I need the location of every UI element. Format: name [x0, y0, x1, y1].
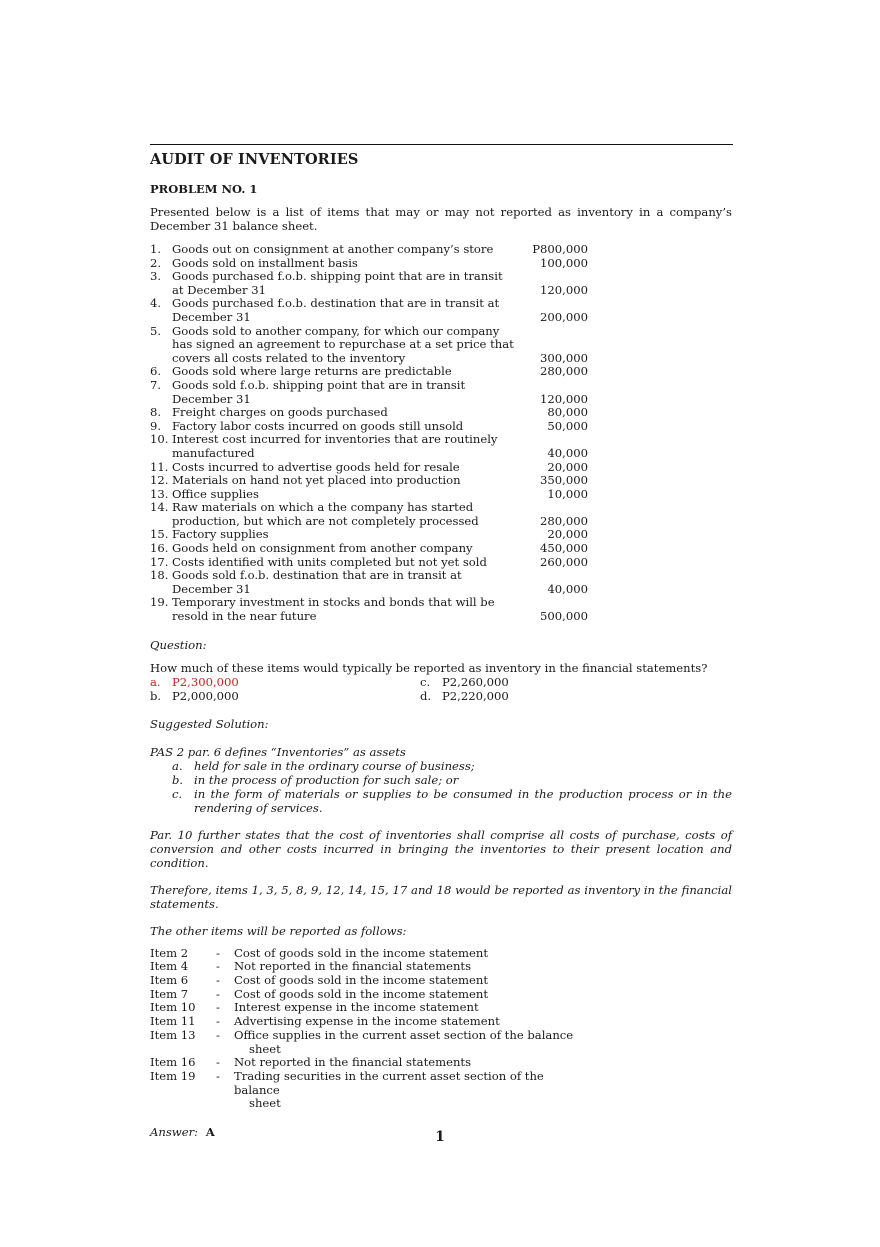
- item-description: [172, 379, 516, 406]
- other-item-line2: sheet: [249, 1041, 281, 1056]
- intro-paragraph: Presented below is a list of items that may or may not reported as inventory in a company’s December 31 balance sheet.: [150, 205, 732, 233]
- item-description: [172, 243, 516, 257]
- item-description-line: Goods sold on installment basis: [172, 255, 358, 270]
- item-amount: 120,000: [540, 391, 588, 406]
- item-description-line: Factory labor costs incurred on goods still unsold: [172, 418, 464, 433]
- item-number: 5.: [150, 323, 162, 338]
- answer-value: A: [205, 1125, 215, 1140]
- other-item-dash: -: [216, 986, 220, 1001]
- definition-text: in the process of production for such sale; or: [194, 772, 459, 787]
- item-description-line: Goods sold to another company, for which our company: [172, 323, 500, 338]
- other-item-text: [234, 988, 589, 1002]
- item-description: [172, 556, 516, 570]
- item-description-line: at December 31: [172, 282, 267, 297]
- item-amount: 40,000: [547, 445, 588, 460]
- definition-letter: a.: [172, 758, 183, 773]
- choice-text: P2,260,000: [442, 674, 509, 689]
- other-item-line1: Not reported in the financial statements: [234, 1055, 472, 1070]
- other-item-dash: -: [216, 959, 220, 974]
- other-item-label: Item 6: [150, 973, 189, 988]
- item-description-line: Goods sold f.o.b. shipping point that are in transit: [172, 377, 466, 392]
- choice-text: P2,000,000: [172, 688, 239, 703]
- other-item-row: [150, 988, 732, 1002]
- other-item-line1: Cost of goods sold in the income statement: [234, 973, 489, 988]
- item-description: [172, 474, 516, 488]
- item-number: 19.: [150, 595, 169, 610]
- item-description: [172, 542, 516, 556]
- item-description-line: manufactured: [172, 445, 255, 460]
- list-item: [150, 243, 732, 257]
- item-number: 3.: [150, 269, 162, 284]
- other-item-label: Item 16: [150, 1055, 196, 1070]
- list-item: [150, 325, 732, 366]
- other-item-line1: Interest expense in the income statement: [234, 1000, 479, 1015]
- definition-list: [172, 759, 732, 815]
- item-number: 7.: [150, 377, 162, 392]
- definition-item: [172, 787, 732, 815]
- list-item: [150, 379, 732, 406]
- item-amount: 100,000: [540, 255, 588, 270]
- item-description: [172, 297, 516, 324]
- item-amount: 280,000: [540, 364, 588, 379]
- item-list: [150, 243, 732, 624]
- other-item-text: [234, 947, 589, 961]
- item-amount: 280,000: [540, 513, 588, 528]
- choice-letter: b.: [150, 688, 162, 703]
- other-item-dash: -: [216, 1027, 220, 1042]
- item-description-line: Costs identified with units completed but not yet sold: [172, 554, 487, 569]
- item-amount: 300,000: [540, 350, 588, 365]
- document-page: [150, 144, 732, 1139]
- item-description-line: Interest cost incurred for inventories that are routinely: [172, 432, 498, 447]
- other-item-line1: Office supplies in the current asset section of the balance: [234, 1027, 574, 1042]
- item-description-line: December 31: [172, 309, 251, 324]
- other-item-row: [150, 1029, 732, 1056]
- other-item-row: [150, 947, 732, 961]
- choice-d: [420, 689, 620, 703]
- item-description: [172, 325, 516, 366]
- other-item-row: [150, 1015, 732, 1029]
- item-description-line: Temporary investment in stocks and bonds that will be: [172, 595, 495, 610]
- other-item-dash: -: [216, 1068, 220, 1083]
- item-number: 18.: [150, 568, 169, 583]
- other-item-label: Item 2: [150, 945, 189, 960]
- item-number: 1.: [150, 242, 162, 256]
- item-description: [172, 257, 516, 271]
- other-item-line1: Cost of goods sold in the income statement: [234, 986, 489, 1001]
- item-description-line: Goods out on consignment at another company’s store: [172, 242, 494, 256]
- other-item-text: [234, 1015, 589, 1029]
- definition-item: [172, 759, 732, 773]
- other-item-text: [234, 960, 589, 974]
- item-description-line: Materials on hand not yet placed into production: [172, 473, 461, 488]
- item-description: [172, 406, 516, 420]
- other-item-text: [234, 1070, 589, 1111]
- other-item-dash: -: [216, 973, 220, 988]
- item-number: 4.: [150, 296, 162, 311]
- item-amount: 120,000: [540, 282, 588, 297]
- other-item-dash: -: [216, 1055, 220, 1070]
- other-item-text: [234, 1001, 589, 1015]
- other-items-list: [150, 947, 732, 1111]
- item-number: 14.: [150, 500, 169, 515]
- pas-intro: PAS 2 par. 6 defines “Inventories” as assets: [150, 744, 406, 759]
- par10-paragraph: Par. 10 further states that the cost of inventories shall comprise all costs of purchase, costs of conversion and other costs incurred in bringing the inventories to their present location and condition.: [150, 827, 732, 870]
- item-number: 2.: [150, 255, 162, 270]
- other-item-text: [234, 974, 589, 988]
- item-description: [172, 596, 516, 623]
- item-description-line: Goods purchased f.o.b. destination that are in transit at: [172, 296, 500, 311]
- item-description-line: covers all costs related to the inventory: [172, 350, 406, 365]
- top-rule: [150, 144, 733, 145]
- question-label: Question:: [150, 637, 207, 652]
- list-item: [150, 528, 732, 542]
- item-description: [172, 501, 516, 528]
- list-item: [150, 569, 732, 596]
- item-description-line: Goods sold where large returns are predictable: [172, 364, 452, 379]
- answer-label: Answer:: [150, 1125, 199, 1140]
- item-number: 11.: [150, 459, 169, 474]
- other-item-dash: -: [216, 1000, 220, 1015]
- choice-b: [150, 689, 420, 703]
- item-description: [172, 528, 516, 542]
- page-number: 1: [435, 1129, 445, 1145]
- item-amount: P800,000: [532, 242, 588, 256]
- item-description-line: December 31: [172, 581, 251, 596]
- item-description-line: Raw materials on which a the company has started: [172, 500, 474, 515]
- definition-text: in the form of materials or supplies to be consumed in the production process or in the rendering of services.: [194, 786, 732, 815]
- list-item: [150, 596, 732, 623]
- list-item: [150, 556, 732, 570]
- definition-text: held for sale in the ordinary course of business;: [194, 758, 475, 773]
- item-amount: 260,000: [540, 554, 588, 569]
- item-description-line: Goods purchased f.o.b. shipping point that are in transit: [172, 269, 503, 284]
- other-item-row: [150, 974, 732, 988]
- choice-letter: a.: [150, 674, 161, 689]
- item-description: [172, 488, 516, 502]
- other-item-label: Item 11: [150, 1014, 196, 1029]
- list-item: [150, 365, 732, 379]
- item-number: 17.: [150, 554, 169, 569]
- other-item-line2: sheet: [249, 1096, 281, 1111]
- item-description-line: Costs incurred to advertise goods held for resale: [172, 459, 460, 474]
- other-item-label: Item 4: [150, 959, 189, 974]
- item-amount: 80,000: [547, 405, 588, 420]
- definition-letter: c.: [172, 786, 183, 801]
- other-item-line1: Cost of goods sold in the income statement: [234, 945, 489, 960]
- other-item-label: Item 10: [150, 1000, 196, 1015]
- item-number: 16.: [150, 541, 169, 556]
- other-item-label: Item 7: [150, 986, 189, 1001]
- item-number: 13.: [150, 486, 169, 501]
- choice-a: [150, 675, 420, 689]
- item-number: 15.: [150, 527, 169, 542]
- other-item-line1: Advertising expense in the income statement: [234, 1014, 500, 1029]
- other-item-dash: -: [216, 1014, 220, 1029]
- item-number: 10.: [150, 432, 169, 447]
- definition-letter: b.: [172, 772, 184, 787]
- choice-c: [420, 675, 620, 689]
- item-number: 6.: [150, 364, 162, 379]
- item-amount: 10,000: [547, 486, 588, 501]
- other-items-label: The other items will be reported as follows:: [150, 923, 407, 938]
- other-item-dash: -: [216, 945, 220, 960]
- item-description: [172, 420, 516, 434]
- other-item-text: [234, 1056, 589, 1070]
- item-number: 9.: [150, 418, 162, 433]
- item-amount: 350,000: [540, 473, 588, 488]
- item-description-line: has signed an agreement to repurchase at a set price that: [172, 337, 514, 352]
- item-amount: 200,000: [540, 309, 588, 324]
- other-item-line1: Trading securities in the current asset section of the balance: [234, 1068, 544, 1097]
- item-description-line: Office supplies: [172, 486, 259, 501]
- list-item: [150, 542, 732, 556]
- problem-heading: PROBLEM NO. 1: [150, 182, 258, 196]
- item-description-line: resold in the near future: [172, 609, 317, 624]
- list-item: [150, 406, 732, 420]
- list-item: [150, 488, 732, 502]
- item-amount: 450,000: [540, 541, 588, 556]
- other-item-row: [150, 960, 732, 974]
- list-item: [150, 461, 732, 475]
- choice-text: P2,300,000: [172, 674, 239, 689]
- item-number: 8.: [150, 405, 162, 420]
- list-item: [150, 257, 732, 271]
- other-item-label: Item 13: [150, 1027, 196, 1042]
- item-description-line: Goods held on consignment from another company: [172, 541, 473, 556]
- item-description-line: production, but which are not completely processed: [172, 513, 479, 528]
- answer-choices: [150, 675, 732, 703]
- list-item: [150, 433, 732, 460]
- item-description-line: Factory supplies: [172, 527, 269, 542]
- item-amount: 40,000: [547, 581, 588, 596]
- other-item-label: Item 19: [150, 1068, 196, 1083]
- therefore-paragraph: Therefore, items 1, 3, 5, 8, 9, 12, 14, 15, 17 and 18 would be reported as inventory in the financial statements.: [150, 882, 732, 911]
- list-item: [150, 501, 732, 528]
- other-item-row: [150, 1056, 732, 1070]
- item-description-line: Freight charges on goods purchased: [172, 405, 388, 420]
- list-item: [150, 420, 732, 434]
- item-number: 12.: [150, 473, 169, 488]
- item-amount: 50,000: [547, 418, 588, 433]
- item-description: [172, 433, 516, 460]
- other-item-line1: Not reported in the financial statements: [234, 959, 472, 974]
- item-description-line: December 31: [172, 391, 251, 406]
- item-description: [172, 365, 516, 379]
- document-title: AUDIT OF INVENTORIES: [150, 151, 359, 168]
- list-item: [150, 270, 732, 297]
- item-description-line: Goods sold f.o.b. destination that are in transit at: [172, 568, 462, 583]
- item-description: [172, 569, 516, 596]
- other-item-row: [150, 1001, 732, 1015]
- item-description: [172, 461, 516, 475]
- item-description: [172, 270, 516, 297]
- item-amount: 20,000: [547, 459, 588, 474]
- choice-letter: d.: [420, 688, 432, 703]
- definition-item: [172, 773, 732, 787]
- list-item: [150, 474, 732, 488]
- question-text: How much of these items would typically be reported as inventory in the financial statements?: [150, 660, 708, 675]
- other-item-row: [150, 1070, 732, 1111]
- solution-label: Suggested Solution:: [150, 716, 269, 731]
- choice-letter: c.: [420, 674, 431, 689]
- choice-text: P2,220,000: [442, 688, 509, 703]
- other-item-text: [234, 1029, 589, 1056]
- item-amount: 20,000: [547, 527, 588, 542]
- list-item: [150, 297, 732, 324]
- item-amount: 500,000: [540, 609, 588, 624]
